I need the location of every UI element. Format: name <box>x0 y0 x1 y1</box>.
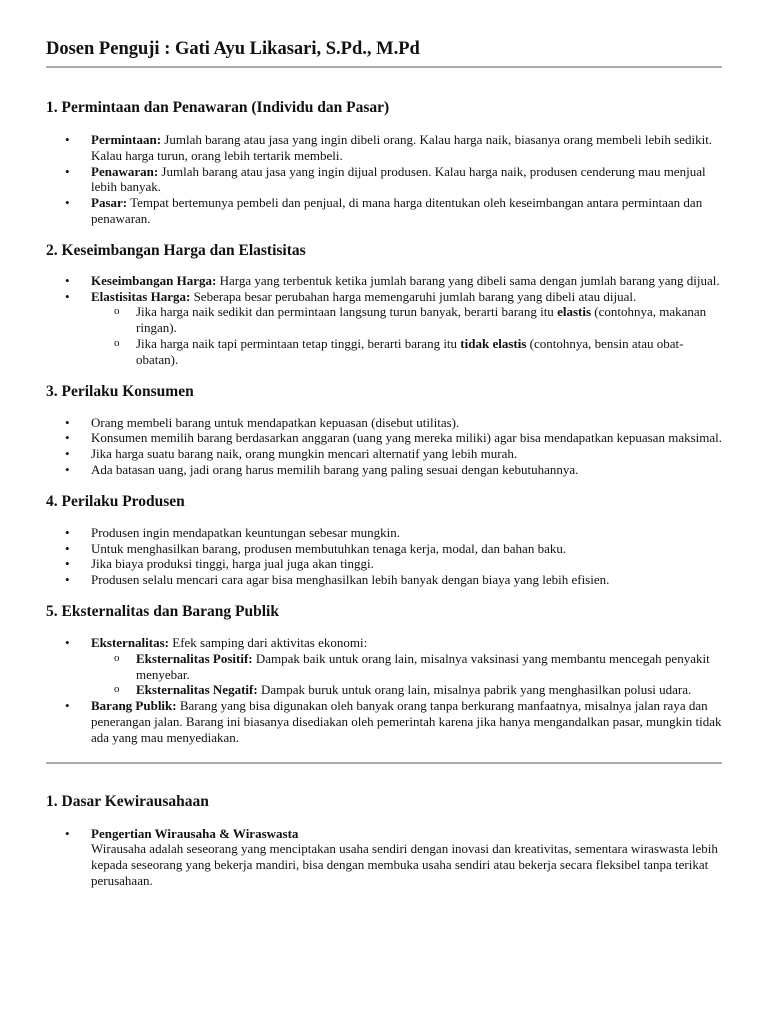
term: Pasar: <box>91 195 128 211</box>
list-item <box>46 635 722 698</box>
section-3-list <box>46 415 722 478</box>
list-item <box>46 289 722 368</box>
list-item: • Konsumen memilih barang berdasarkan anggaran (uang yang mereka miliki) agar bisa mendapatkan kepuasan maksimal. <box>46 430 722 446</box>
definition: Wirausaha adalah seseorang yang menciptakan usaha sendiri dengan inovasi dan kreativitas, sementara wiraswasta lebih kepada seseorang yang bekerja mandiri, bisa dengan membuka usaha sendiri atau bekerja secara fleksibel tanpa terikat perusahaan. <box>91 841 718 888</box>
section-1-heading: 1. Permintaan dan Penawaran (Individu dan Pasar) <box>46 99 390 116</box>
term: Permintaan: <box>91 132 162 147</box>
section-3-heading: 3. Perilaku Konsumen <box>46 382 194 400</box>
section-kewirausahaan-heading: 1. Dasar Kewirausahaan <box>46 792 209 810</box>
sub-text: Jika harga naik tapi permintaan tetap tinggi, berarti barang itu <box>136 335 461 351</box>
section-5-list <box>46 635 722 746</box>
section-kewirausahaan-list <box>46 826 722 889</box>
section-2-list <box>46 273 722 368</box>
list-item <box>46 698 722 745</box>
sub-bold: elastis <box>557 304 592 320</box>
section-4-list <box>46 525 722 588</box>
sub-text: (contohnya, bensin atau obat-obatan). <box>136 335 684 367</box>
list-item: • Untuk menghasilkan barang, produsen membutuhkan tenaga kerja, modal, dan bahan baku. <box>46 541 722 557</box>
term: Penawaran: <box>91 163 159 179</box>
list-item <box>46 132 722 164</box>
sub-list-item <box>91 304 722 336</box>
definition: Tempat bertemunya pembeli dan penjual, di mana harga ditentukan oleh keseimbangan antara permintaan dan penawaran. <box>91 195 703 226</box>
sub-text: Jika harga naik sedikit dan permintaan langsung turun banyak, berarti barang itu <box>136 304 558 320</box>
sub-list-item <box>91 682 722 698</box>
term: • Pengertian Wirausaha & Wiraswasta <box>91 825 299 841</box>
definition: Dampak baik untuk orang lain, misalnya vaksinasi yang membantu mencegah penyakit menyebar. <box>136 650 710 682</box>
list-item: • Produsen ingin mendapatkan keuntungan sebesar mungkin. <box>46 525 722 541</box>
sub-list-item <box>91 651 722 683</box>
section-1-list <box>46 132 722 227</box>
definition: Seberapa besar perubahan harga memengaruhi jumlah barang yang dibeli atau dijual. <box>190 288 637 304</box>
term: Eksternalitas Positif: <box>136 650 253 666</box>
definition: Jumlah barang atau jasa yang ingin dibeli orang. Kalau harga naik, biasanya orang membeli lebih sedikit. Kalau harga turun, orang lebih tertarik membeli. <box>91 132 713 163</box>
definition: Harga yang terbentuk ketika jumlah barang yang dibeli sama dengan jumlah barang yang dijual. <box>216 272 720 288</box>
section-2-heading: 2. Keseimbangan Harga dan Elastisitas <box>46 241 306 259</box>
term: Barang Publik: <box>91 698 177 714</box>
title-divider <box>46 66 722 68</box>
term: Keseimbangan Harga: <box>91 272 217 288</box>
definition: Dampak buruk untuk orang lain, misalnya pabrik yang menghasilkan polusi udara. <box>257 682 692 698</box>
list-item: • Orang membeli barang untuk mendapatkan kepuasan (disebut utilitas). <box>46 415 722 431</box>
definition: Efek samping dari aktivitas ekonomi: <box>169 634 368 650</box>
list-item: • Produsen selalu mencari cara agar bisa menghasilkan lebih banyak dengan biaya yang lebih efisien. <box>46 572 722 588</box>
list-item: • Ada batasan uang, jadi orang harus memilih barang yang paling sesuai dengan kebutuhannya. <box>46 462 722 478</box>
sub-text: (contohnya, makanan ringan). <box>136 304 707 336</box>
section-divider <box>46 762 722 764</box>
term: Eksternalitas: <box>91 634 169 650</box>
term: Elastisitas Harga: <box>91 288 191 304</box>
sub-list-item <box>91 336 722 368</box>
definition: Barang yang bisa digunakan oleh banyak orang tanpa berkurang manfaatnya, misalnya jalan raya dan penerangan jalan. Barang ini biasanya disediakan oleh pemerintah karena jika hanya mengandalkan pasar, mungkin tidak ada yang mau menyediakan. <box>91 698 722 745</box>
section-5-heading: 5. Eksternalitas dan Barang Publik <box>46 602 279 620</box>
sub-bold: tidak elastis <box>460 335 527 351</box>
list-item: • Jika harga suatu barang naik, orang mungkin mencari alternatif yang lebih murah. <box>46 446 722 462</box>
document-page <box>46 38 722 889</box>
elasticity-sublist <box>91 304 722 367</box>
list-item <box>46 164 722 196</box>
list-item <box>46 826 722 889</box>
list-item <box>46 195 722 227</box>
list-item: • Jika biaya produksi tinggi, harga jual juga akan tinggi. <box>46 556 722 572</box>
definition: Jumlah barang atau jasa yang ingin dijual produsen. Kalau harga naik, produsen cenderung mau menjual lebih banyak. <box>91 163 706 195</box>
page-title: Dosen Penguji : Gati Ayu Likasari, S.Pd., M.Pd <box>46 39 420 59</box>
section-4-heading: 4. Perilaku Produsen <box>46 492 185 510</box>
term: Eksternalitas Negatif: <box>136 682 258 698</box>
externality-sublist <box>91 651 722 698</box>
list-item <box>46 273 722 289</box>
